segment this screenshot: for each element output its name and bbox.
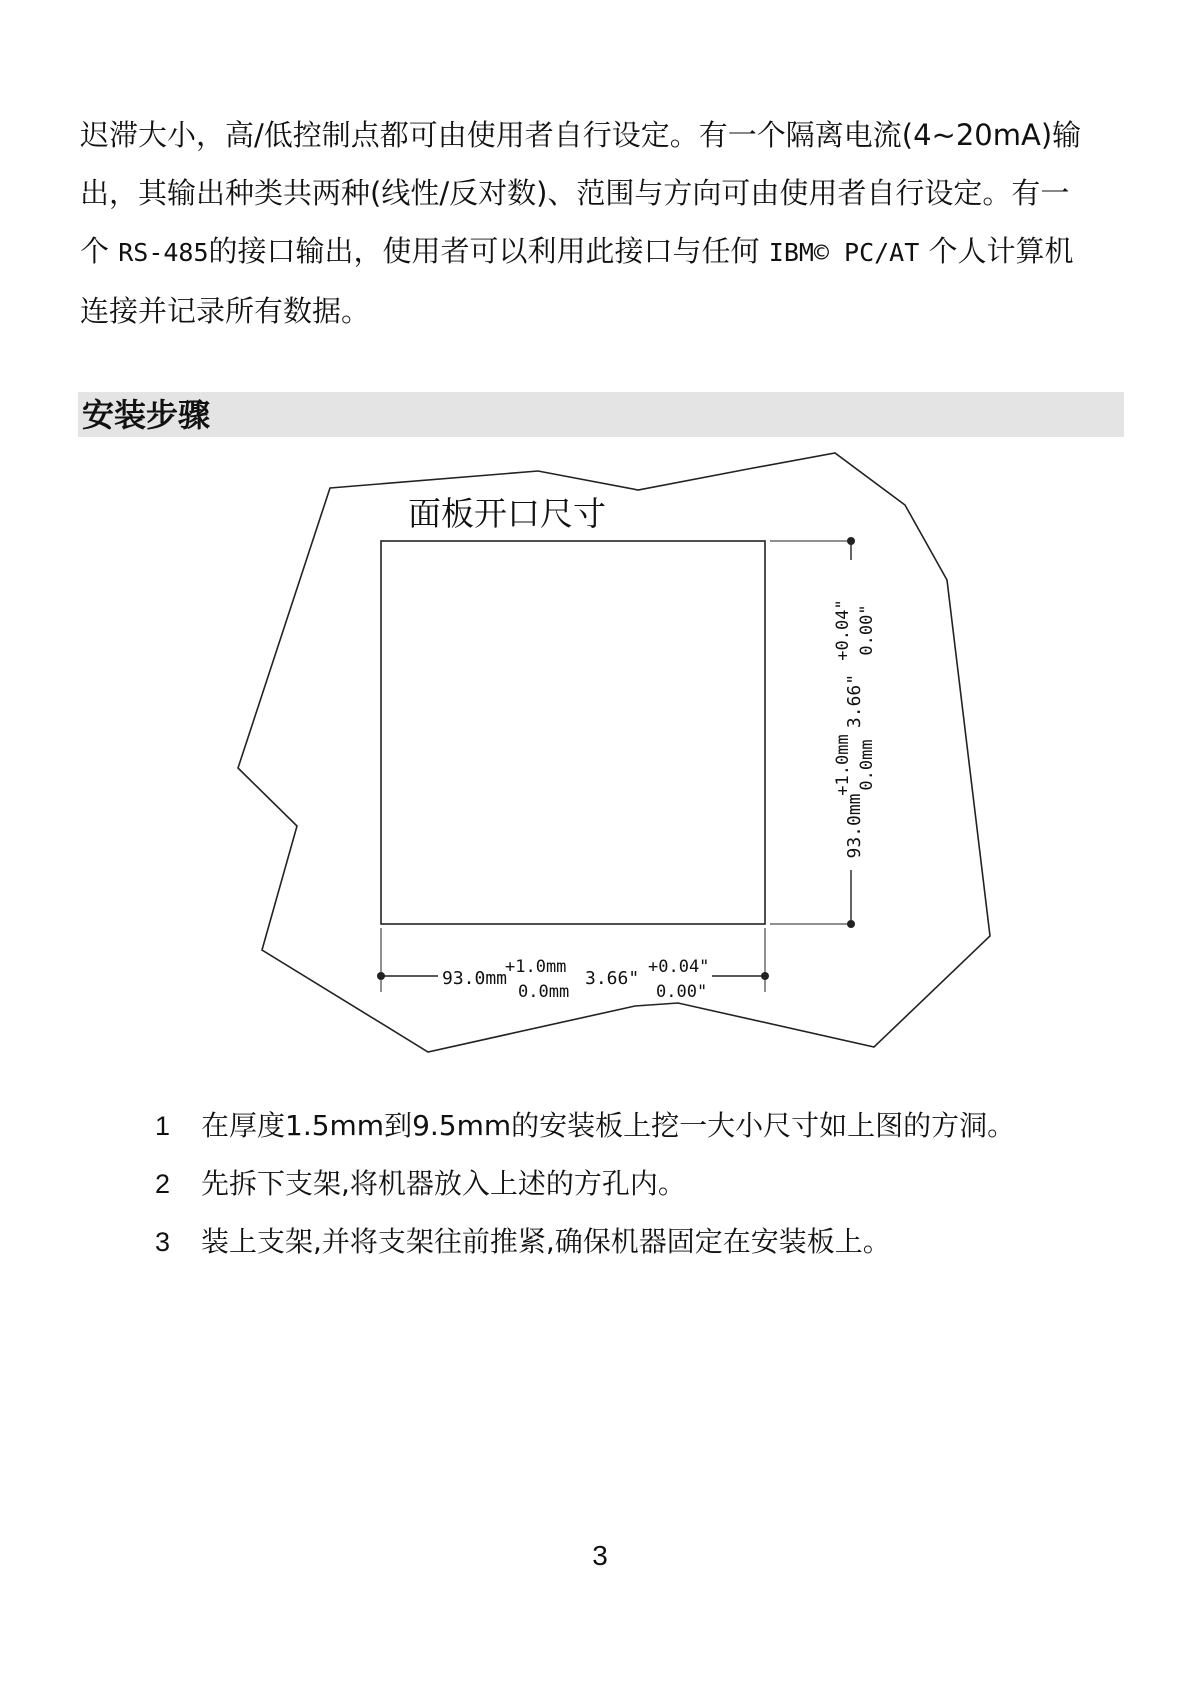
dim-v-lower: 0.0mm	[857, 739, 877, 791]
cutout-square	[381, 541, 765, 924]
step-item	[155, 1155, 1015, 1213]
installation-steps	[155, 1097, 1015, 1271]
intro-line-4: 连接并记录所有数据。	[80, 294, 371, 328]
intro-line-2: 出，其输出种类共两种(线性/反对数)、范围与方向可由使用者自行设定。有一	[80, 176, 1070, 210]
dim-v-inch: 3.66"	[844, 673, 865, 729]
intro-line-1: 迟滞大小，高/低控制点都可由使用者自行设定。有一个隔离电流(4~20mA)输	[80, 118, 1082, 152]
dim-h-inch-lower: 0.00"	[656, 982, 708, 1002]
dim-v-upper: +1.0mm	[833, 734, 853, 796]
step-number: 1	[155, 1111, 171, 1141]
step-text: 先拆下支架,将机器放入上述的方孔内。	[201, 1167, 686, 1200]
dim-v-inch-upper: +0.04"	[833, 599, 853, 661]
intro-paragraph	[80, 106, 1122, 340]
step-number: 3	[155, 1227, 171, 1257]
dim-h-lower: 0.0mm	[518, 982, 570, 1002]
panel-cutout-diagram	[0, 440, 1200, 1090]
dim-h-upper: +1.0mm	[505, 957, 567, 977]
step-text: 在厚度1.5mm到9.5mm的安装板上挖一大小尺寸如上图的方洞。	[201, 1109, 1016, 1142]
dim-h-inch: 3.66"	[585, 968, 640, 989]
intro-line-3-b: 的接口输出，使用者可以利用此接口与任何	[208, 234, 769, 268]
page-number: 3	[592, 1540, 608, 1571]
step-text: 装上支架,并将支架往前推紧,确保机器固定在安装板上。	[201, 1225, 891, 1258]
section-header-bar	[78, 392, 1124, 437]
intro-line-3	[80, 222, 1122, 282]
rs485-text: RS-485	[118, 238, 209, 267]
step-item	[155, 1097, 1015, 1155]
dim-v-base: 93.0mm	[844, 793, 865, 859]
vertical-dimension	[770, 537, 877, 928]
horizontal-dimension	[377, 928, 769, 1002]
ibm-pc-text: IBM© PC/AT	[768, 238, 920, 267]
intro-line-3-c: 个人计算机	[919, 234, 1074, 268]
step-number: 2	[155, 1169, 171, 1199]
intro-line-3-a: 个	[80, 234, 119, 268]
section-title: 安装步骤	[82, 396, 211, 434]
dim-v-inch-lower: 0.00"	[857, 604, 877, 656]
figure-title: 面板开口尺寸	[408, 494, 606, 533]
dim-h-base: 93.0mm	[442, 968, 508, 989]
dim-h-inch-upper: +0.04"	[648, 957, 710, 977]
step-item	[155, 1213, 1015, 1271]
